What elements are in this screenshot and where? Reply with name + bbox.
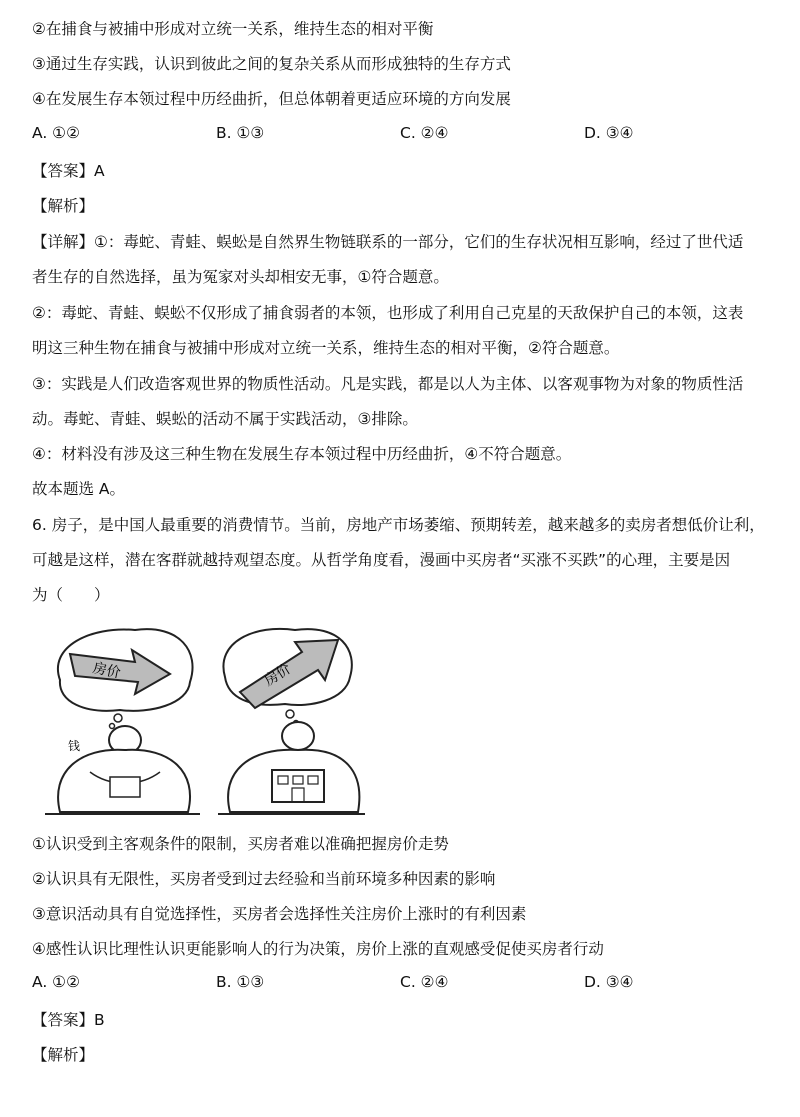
left-panel [45, 629, 200, 814]
statement-2: ②在捕食与被捕中形成对立统一关系，维持生态的相对平衡 [32, 20, 434, 38]
bubble-dot [286, 710, 294, 718]
buyer-head [282, 722, 314, 750]
right-bubble-label: 房价 [261, 660, 294, 690]
q5-detail-line: ③：实践是人们改造客观世界的物质性活动。凡是实践，都是以人为主体、以客观事物为对象的物质性活 [32, 375, 744, 393]
q6-analysis-label: 【解析】 [32, 1046, 95, 1064]
q6-option-a: A. ①② [32, 973, 80, 991]
q5-detail-line: 动。毒蛇、青蛙、蜈蚣的活动不属于实践活动，③排除。 [32, 410, 418, 428]
q5-answer: 【答案】A [32, 162, 105, 180]
bubble-dot [110, 724, 115, 729]
statement-3: ③通过生存实践，认识到彼此之间的复杂关系从而形成独特的生存方式 [32, 55, 511, 73]
q5-detail-line: 【详解】①：毒蛇、青蛙、蜈蚣是自然界生物链联系的一部分，它们的生存状况相互影响，经过了世代适 [32, 233, 744, 251]
q6-stem-line: 6. 房子，是中国人最重要的消费情节。当前，房地产市场萎缩、预期转差，越来越多的卖房者想低价让利， [32, 516, 765, 534]
q6-answer: 【答案】B [32, 1011, 105, 1029]
q5-detail-line: ②：毒蛇、青蛙、蜈蚣不仅形成了捕食弱者的本领，也形成了利用自己克星的天敌保护自己的本领，这表 [32, 304, 744, 322]
left-bubble-label: 房价 [91, 660, 122, 682]
q5-detail-line: ④：材料没有涉及这三种生物在发展生存本领过程中历经曲折，④不符合题意。 [32, 445, 572, 463]
q5-detail-line: 者生存的自然选择，虽为冤家对头却相安无事，①符合题意。 [32, 268, 449, 286]
q6-statement-1: ①认识受到主客观条件的限制，买房者难以准确把握房价走势 [32, 835, 449, 853]
money-label: 钱 [68, 739, 81, 753]
q6-option-c: C. ②④ [400, 973, 449, 991]
statement-4: ④在发展生存本领过程中历经曲折，但总体朝着更适应环境的方向发展 [32, 90, 511, 108]
house-price-cartoon [40, 622, 370, 822]
q5-analysis-label: 【解析】 [32, 197, 95, 215]
q6-statement-4: ④感性认识比理性认识更能影响人的行为决策，房价上涨的直观感受促使买房者行动 [32, 940, 604, 958]
money-bag [110, 777, 140, 797]
q5-detail-line: 明这三种生物在捕食与被捕中形成对立统一关系，维持生态的相对平衡，②符合题意。 [32, 339, 620, 357]
q6-statement-2: ②认识具有无限性，买房者受到过去经验和当前环境多种因素的影响 [32, 870, 496, 888]
q5-option-a: A. ①② [32, 124, 80, 142]
q5-option-c: C. ②④ [400, 124, 449, 142]
q6-option-b: B. ①③ [216, 973, 265, 991]
q5-options [32, 124, 772, 146]
q5-option-b: B. ①③ [216, 124, 265, 142]
right-panel [218, 629, 365, 814]
house-model [272, 770, 324, 802]
q5-option-d: D. ③④ [584, 124, 634, 142]
q6-statement-3: ③意识活动具有自觉选择性，买房者会选择性关注房价上涨时的有利因素 [32, 905, 527, 923]
bubble-dot [114, 714, 122, 722]
q6-stem-line: 可越是这样，潜在客群就越持观望态度。从哲学角度看，漫画中买房者“买涨不买跌”的心理，主要是因 [32, 551, 731, 569]
q5-conclusion: 故本题选 A。 [32, 480, 126, 498]
q6-stem-line: 为（ ） [32, 586, 110, 604]
q6-options [32, 973, 772, 995]
q6-option-d: D. ③④ [584, 973, 634, 991]
